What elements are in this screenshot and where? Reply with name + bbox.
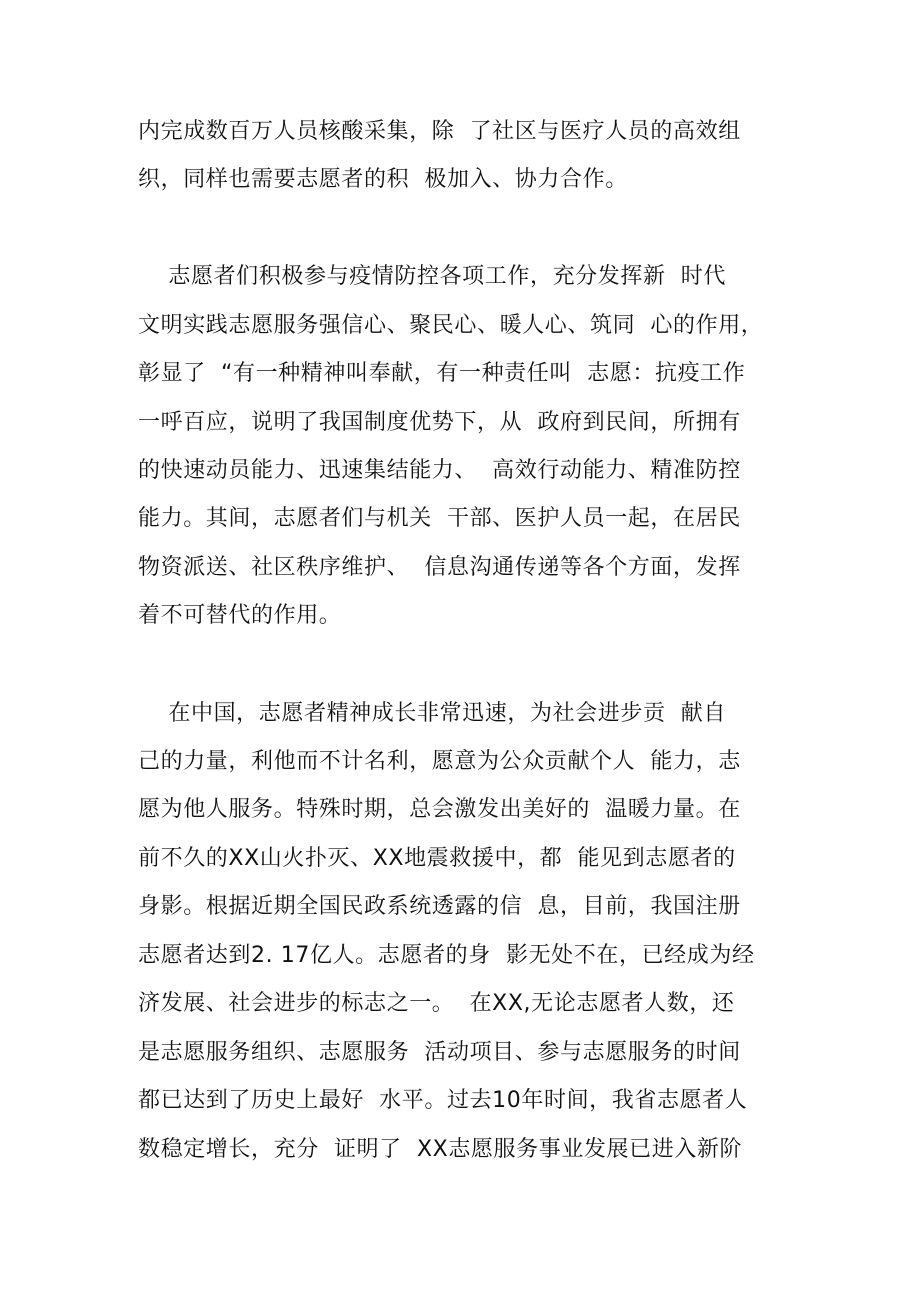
paragraph-3-line-5: 身影。根据近期全国民政系统透露的信 息，目前，我国注册 [138, 894, 741, 919]
paragraph-2-line-7: 物资派送、社区秩序维护、 信息沟通传递等各个方面，发挥 [138, 555, 741, 580]
paragraph-2-line-1: 志愿者们积极参与疫情防控各项工作，充分发挥新 时代 [138, 264, 726, 289]
paragraph-1-line-2: 织，同样也需要志愿者的积 极加入、协力合作。 [138, 167, 628, 192]
paragraph-2-line-2: 文明实践志愿服务强信心、聚民心、暖人心、筑同 心的作用， [138, 313, 764, 338]
paragraph-2-line-8: 着不可替代的作用。 [138, 603, 342, 628]
paragraph-3-line-7: 济发展、社会进步的标志之一。 在XX,无论志愿者人数，还 [138, 991, 735, 1016]
paragraph-3-line-9: 都已达到了历史上最好 水平。过去10年时间，我省志愿者人 [138, 1088, 748, 1113]
paragraph-3-line-6: 志愿者达到2. 17亿人。志愿者的身 影无处不在，已经成为经 [138, 943, 755, 968]
paragraph-3-line-8: 是志愿服务组织、志愿服务 活动项目、参与志愿服务的时间 [138, 1040, 741, 1065]
paragraph-3-line-1: 在中国，志愿者精神成长非常迅速，为社会进步贡 献自 [138, 701, 726, 726]
paragraph-2-line-6: 能力。其间，志愿者们与机关 干部、医护人员一起，在居民 [138, 506, 741, 531]
paragraph-3-line-10: 数稳定增长，充分 证明了 XX志愿服务事业发展已进入新阶 [138, 1137, 743, 1162]
paragraph-2-line-5: 的快速动员能力、迅速集结能力、 高效行动能力、精准防控 [138, 458, 741, 483]
paragraph-2-line-4: 一呼百应，说明了我国制度优势下，从 政府到民间，所拥有 [138, 410, 741, 435]
paragraph-3-line-2: 己的力量，利他而不计名利，愿意为公众贡献个人 能力，志 [138, 749, 741, 774]
paragraph-2-line-3: 彰显了 “有一种精神叫奉献，有一种责任叫 志愿：抗疫工作 [138, 361, 746, 386]
paragraph-3-line-3: 愿为他人服务。特殊时期，总会激发出美好的 温暖力量。在 [138, 797, 741, 822]
paragraph-1-line-1: 内完成数百万人员核酸采集，除 了社区与医疗人员的高效组 [138, 119, 741, 144]
paragraph-3-line-4: 前不久的XX山火扑灭、XX地震救援中，都 能见到志愿者的 [138, 846, 736, 871]
